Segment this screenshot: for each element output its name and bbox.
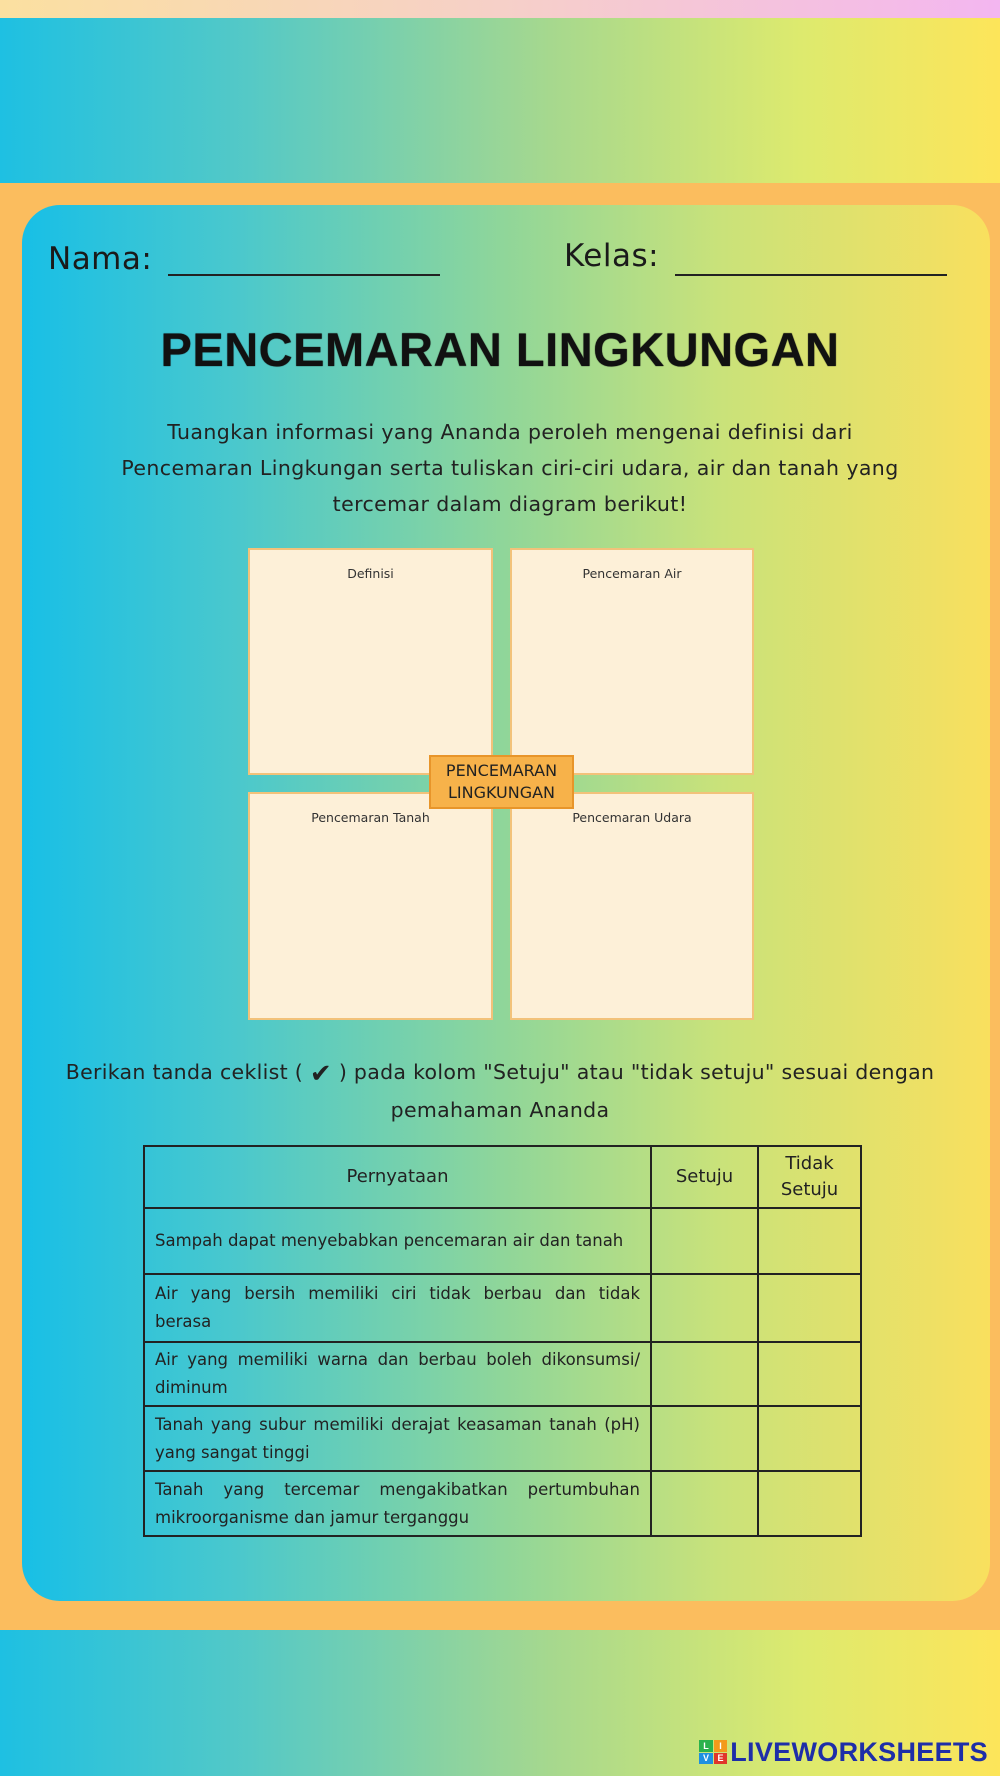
header-disagree-line1: Tidak xyxy=(785,1153,834,1174)
header-disagree-line2: Setuju xyxy=(780,1179,839,1200)
table-row xyxy=(144,1471,861,1536)
disagree-cell[interactable] xyxy=(758,1406,861,1471)
liveworksheets-brand xyxy=(699,1737,988,1767)
water-pollution-box-label: Pencemaran Air xyxy=(582,566,682,581)
table-row xyxy=(144,1274,861,1342)
definition-box[interactable] xyxy=(248,548,493,775)
statement-cell: Tanah yang tercemar mengakibatkan pertumbuhan mikroorganisme dan jamur terganggu xyxy=(144,1471,651,1536)
statement-table xyxy=(143,1145,862,1537)
statement-cell: Sampah dapat menyebabkan pencemaran air dan tanah xyxy=(144,1208,651,1274)
air-pollution-box-label: Pencemaran Udara xyxy=(572,810,692,825)
logo-letter: E xyxy=(714,1753,728,1765)
disagree-cell[interactable] xyxy=(758,1274,861,1342)
instruction-text: Tuangkan informasi yang Ananda peroleh mengenai definisi dari Pencemaran Lingkungan serta tuliskan ciri-ciri udara, air dan tanah yang tercemar dalam diagram berikut! xyxy=(121,420,899,516)
logo-letter: L xyxy=(699,1740,713,1752)
soil-pollution-box-label: Pencemaran Tanah xyxy=(311,810,430,825)
definition-box-label: Definisi xyxy=(347,566,394,581)
water-pollution-box[interactable] xyxy=(510,548,754,775)
header-agree: Setuju xyxy=(651,1146,758,1208)
liveworksheets-text: LIVEWORKSHEETS xyxy=(730,1736,988,1767)
air-pollution-box[interactable] xyxy=(510,792,754,1020)
logo-letter: V xyxy=(699,1753,713,1765)
class-label: Kelas: xyxy=(564,238,660,274)
agree-cell[interactable] xyxy=(651,1342,758,1406)
table-header-row xyxy=(144,1146,861,1208)
checklist-instruction-start: Berikan tanda ceklist ( xyxy=(65,1060,304,1084)
logo-letter: I xyxy=(714,1740,728,1752)
disagree-cell[interactable] xyxy=(758,1208,861,1274)
soil-pollution-box[interactable] xyxy=(248,792,493,1020)
statement-cell: Tanah yang subur memiliki derajat keasaman tanah (pH) yang sangat tinggi xyxy=(144,1406,651,1471)
checklist-instruction xyxy=(50,1054,950,1128)
agree-cell[interactable] xyxy=(651,1406,758,1471)
statement-cell: Air yang memiliki warna dan berbau boleh dikonsumsi/ diminum xyxy=(144,1342,651,1406)
class-field[interactable] xyxy=(675,274,947,276)
checkmark-icon: ✔ xyxy=(309,1059,332,1089)
center-label-line1: PENCEMARAN xyxy=(445,761,558,780)
name-field[interactable] xyxy=(168,274,440,276)
checklist-instruction-end: ) pada kolom "Setuju" atau "tidak setuju" sesuai dengan pemahaman Ananda xyxy=(338,1060,935,1122)
agree-cell[interactable] xyxy=(651,1208,758,1274)
diagram-center-label xyxy=(429,755,574,809)
center-label-line2: LINGKUNGAN xyxy=(447,783,556,802)
disagree-cell[interactable] xyxy=(758,1471,861,1536)
header-statement: Pernyataan xyxy=(144,1146,651,1208)
agree-cell[interactable] xyxy=(651,1274,758,1342)
header-disagree xyxy=(758,1146,861,1208)
agree-cell[interactable] xyxy=(651,1471,758,1536)
top-strip xyxy=(0,0,1000,18)
page-title: PENCEMARAN LINGKUNGAN xyxy=(160,323,840,376)
disagree-cell[interactable] xyxy=(758,1342,861,1406)
liveworksheets-logo-icon xyxy=(699,1740,727,1764)
table-row xyxy=(144,1342,861,1406)
name-label: Nama: xyxy=(48,241,153,277)
table-row xyxy=(144,1406,861,1471)
statement-cell: Air yang bersih memiliki ciri tidak berbau dan tidak berasa xyxy=(144,1274,651,1342)
table-row xyxy=(144,1208,861,1274)
